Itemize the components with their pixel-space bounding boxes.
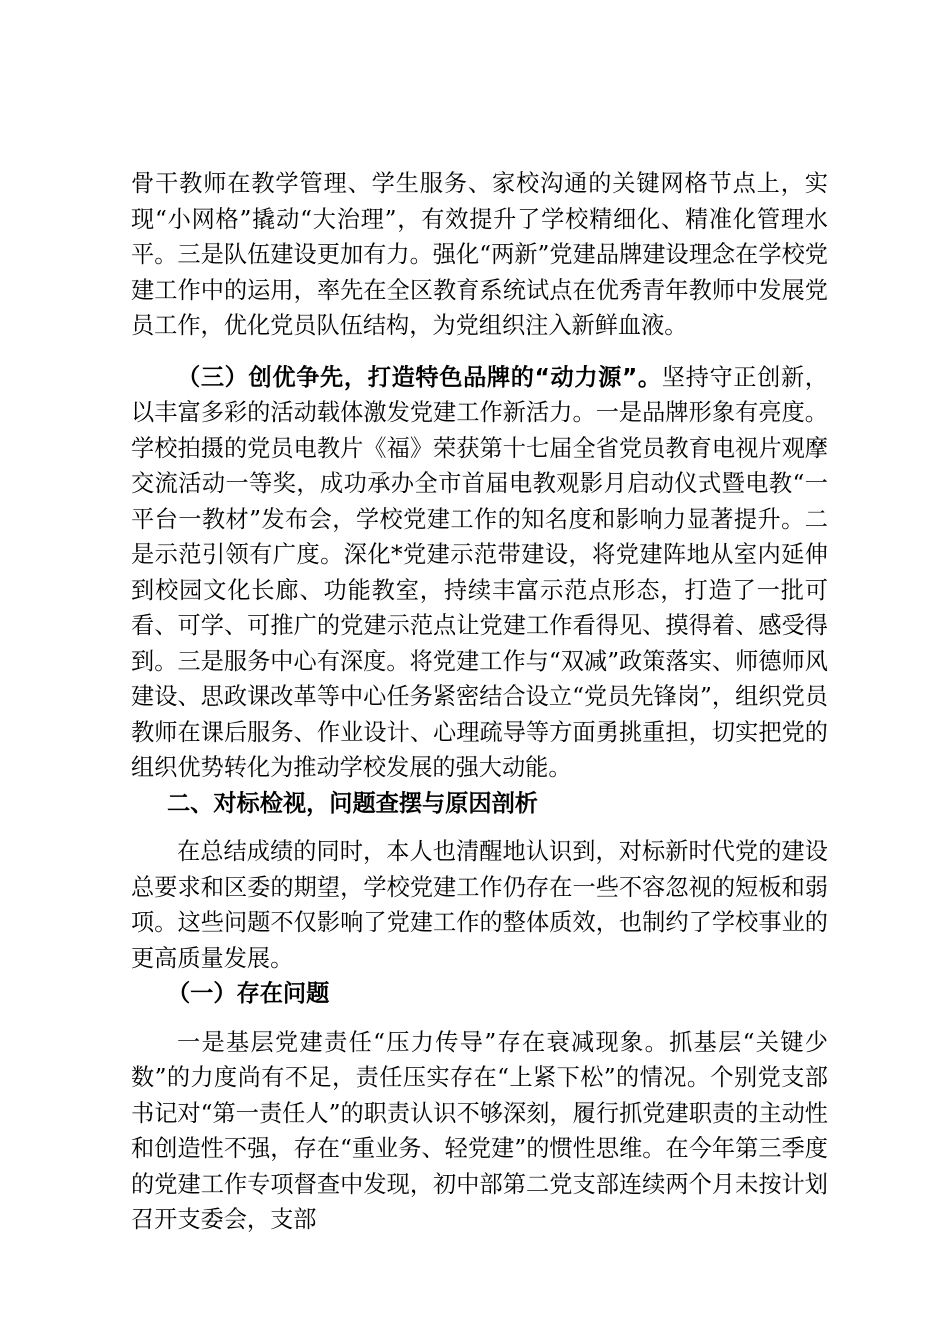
paragraph-team-building: 骨干教师在教学管理、学生服务、家校沟通的关键网格节点上，实现“小网格”撬动“大治理”，有效提升了学校精细化、精准化管理水平。三是队伍建设更加有力。强化“两新”党建品牌建设理念在学校党建工作中的运用，率先在全区教育系统试点在优秀青年教师中发展党员工作，优化党员队伍结构，为党组织注入新鲜血液。 xyxy=(131,170,828,339)
section-heading-2: 二、对标检视，问题查摆与原因剖析 xyxy=(167,789,538,817)
paragraph-self-review: 在总结成绩的同时，本人也清醒地认识到，对标新时代党的建设总要求和区委的期望，学校党建工作仍存在一些不容忽视的短板和弱项。这些问题不仅影响了党建工作的整体质效，也制约了学校事业的更高质量发展。 xyxy=(131,838,828,972)
paragraph-brand-building-body: 坚持守正创新，以丰富多彩的活动载体激发党建工作新活力。一是品牌形象有亮度。学校拍摄的党员电教片《福》荣获第十七届全省党员教育电视片观摩交流活动一等奖，成功承办全市首届电教观影月启动仪式暨电教“一平台一教材”发布会，学校党建工作的知名度和影响力显著提升。二是示范引领有广度。深化*党建示范带建设，将党建阵地从室内延伸到校园文化长廊、功能教室，持续丰富示范点形态，打造了一批可看、可学、可推广的党建示范点让党建工作看得见、摸得着、感受得到。三是服务中心有深度。将党建工作与“双减”政策落实、师德师风建设、思政课改革等中心任务紧密结合设立“党员先锋岗”，组织党员教师在课后服务、作业设计、心理疏导等方面勇挑重担，切实把党的组织优势转化为推动学校发展的强大动能。 xyxy=(131,363,828,781)
subsection-title-3: （三）创优争先，打造特色品牌的“动力源”。 xyxy=(177,363,662,391)
paragraph-problem-1: 一是基层党建责任“压力传导”存在衰减现象。抓基层“关键少数”的力度尚有不足，责任压实存在“上紧下松”的情况。个别党支部书记对“第一责任人”的职责认识不够深刻，履行抓党建职责的主动性和创造性不强，存在“重业务、轻党建”的惯性思维。在今年第三季度的党建工作专项督查中发现，初中部第二党支部连续两个月未按计划召开支委会，支部 xyxy=(131,1028,828,1233)
paragraph-brand-building xyxy=(131,360,828,786)
subsection-heading-problems: （一）存在问题 xyxy=(167,980,330,1007)
document-page xyxy=(131,166,828,1238)
